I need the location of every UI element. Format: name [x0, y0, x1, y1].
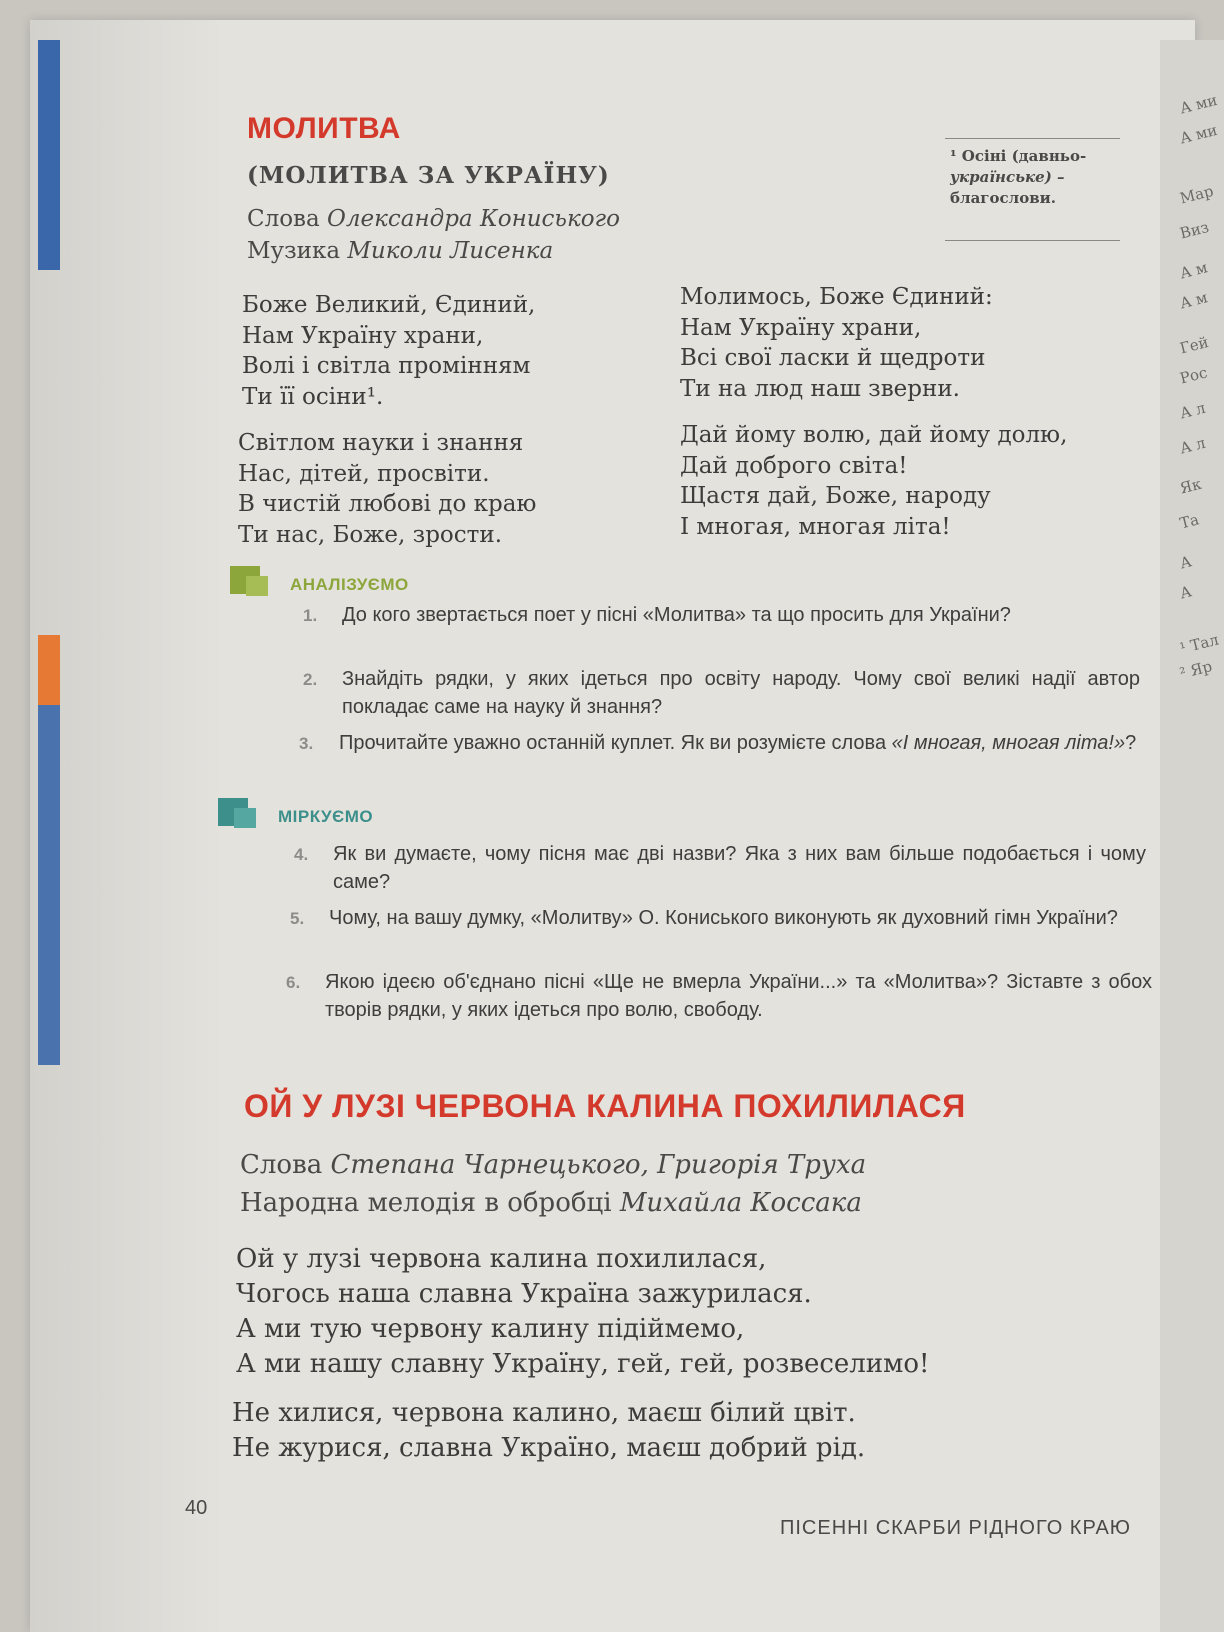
question-text	[339, 729, 1141, 757]
next-page-fragment: А м	[1178, 258, 1210, 283]
next-page-fragment: А ми	[1178, 120, 1220, 148]
stanza	[242, 290, 535, 412]
next-page-fragment: Та	[1178, 510, 1201, 533]
question-text: Якою ідеєю об'єднано пісні «Ще не вмерла України...» та «Молитва»? Зіставте з обох творів рядки, у яких ідеться про волю, свободу.	[325, 971, 1152, 1021]
page-number: 40	[185, 1497, 208, 1519]
verse-line: А ми нашу славну Україну, гей, гей, розвеселимо!	[236, 1349, 930, 1379]
question-number: 5.	[290, 909, 305, 928]
next-page-fragment: Як	[1178, 474, 1204, 498]
verse-line: Ти нас, Боже, зрости.	[238, 521, 503, 548]
verse-line: Дай доброго світа!	[680, 452, 908, 479]
verse-line: В чистій любові до краю	[238, 491, 537, 517]
footnote-rule-top	[945, 138, 1120, 139]
credit-author: Олександра Кониського	[327, 206, 621, 232]
next-page-edge	[1160, 40, 1224, 1632]
question-text: Знайдіть рядки, у яких ідеться про освіту народу. Чому свої великі надії автор покладає саме на науку й знання?	[342, 668, 1140, 718]
footnote	[950, 146, 1086, 209]
song1-words-credit	[247, 206, 620, 232]
verse-line: Світлом науки і знання	[238, 430, 524, 456]
edge-stripe-orange	[38, 635, 60, 705]
running-title: ПІСЕННІ СКАРБИ РІДНОГО КРАЮ	[780, 1517, 1132, 1539]
edge-stripe-blue-top	[38, 40, 60, 270]
stanza	[232, 1396, 865, 1466]
verse-line: Ти на люд наш зверни.	[680, 375, 960, 402]
verse-line: Нам Україну храни,	[680, 314, 922, 341]
next-page-fragment: А м	[1178, 288, 1210, 313]
question-number: 2.	[303, 670, 318, 689]
book-page	[30, 20, 1195, 1632]
next-page-fragment: Гей	[1178, 333, 1211, 358]
footnote-line: ¹ Осіні (давньо-	[950, 147, 1087, 165]
stanza	[680, 420, 1067, 542]
credit-prefix: Народна мелодія в обробці	[240, 1188, 612, 1218]
credit-prefix: Слова	[247, 206, 320, 232]
verse-line: Ти її осіни¹.	[242, 383, 384, 410]
song2-words-credit	[240, 1150, 866, 1180]
question-text: Чому, на вашу думку, «Молитву» О. Кониського виконують як духовний гімн України?	[329, 907, 1118, 929]
question-tail: ?	[1125, 732, 1137, 754]
song2-title: ОЙ У ЛУЗІ ЧЕРВОНА КАЛИНА ПОХИЛИЛАСЯ	[244, 1088, 966, 1124]
next-page-fragment: ¹ Тал	[1178, 630, 1221, 658]
question-text: До кого звертається поет у пісні «Молитва» та що просить для України?	[342, 604, 1011, 626]
question-text: Як ви думаєте, чому пісня має дві назви? Яка з них вам більше подобається і чому саме?	[333, 843, 1146, 893]
reflect-square-icon-inner	[234, 808, 256, 828]
stanza	[238, 428, 536, 550]
stanza	[236, 1242, 929, 1382]
next-page-fragment: ² Яр	[1178, 657, 1214, 683]
verse-line: Нам Україну храни,	[242, 322, 484, 349]
footnote-rule-bottom	[945, 240, 1120, 241]
edge-stripe-blue-bottom	[38, 705, 60, 1065]
stanza	[680, 282, 993, 404]
verse-line: Волі і світла промінням	[242, 353, 531, 379]
verse-line: Не хилися, червона калино, маєш білий цвіт.	[232, 1398, 856, 1428]
verse-line: Всі свої ласки й щедроти	[680, 345, 986, 371]
credit-prefix: Музика	[247, 238, 341, 264]
next-page-fragment: Мар	[1178, 181, 1216, 208]
question-number: 1.	[303, 606, 318, 625]
verse-line: Боже Великий, Єдиний,	[242, 292, 536, 318]
next-page-fragment: Виз	[1178, 217, 1211, 243]
reflect-heading: МІРКУЄМО	[278, 807, 374, 826]
verse-line: Нас, дітей, просвіти.	[238, 460, 490, 487]
next-page-fragment: А л	[1178, 433, 1208, 458]
question-number: 6.	[286, 973, 301, 992]
next-page-fragment: А	[1178, 552, 1194, 573]
next-page-fragment: Рос	[1178, 363, 1210, 388]
verse-line: Молимось, Боже Єдиний:	[680, 284, 993, 310]
song1-title: МОЛИТВА	[247, 112, 401, 145]
credit-prefix: Слова	[240, 1150, 323, 1180]
verse-line: І многая, многая літа!	[680, 513, 951, 540]
song1-music-credit	[247, 238, 553, 264]
song2-music-credit	[240, 1188, 862, 1218]
verse-line: Не журися, славна Україно, маєш добрий рід.	[232, 1433, 866, 1463]
credit-author: Миколи Лисенка	[347, 238, 554, 264]
question-quote: «І многая, многая літа!»	[891, 732, 1126, 754]
verse-line: Щастя дай, Боже, народу	[680, 483, 991, 509]
question-number: 3.	[299, 734, 314, 753]
next-page-fragment: А л	[1178, 398, 1208, 423]
footnote-line: благослови.	[950, 189, 1056, 207]
verse-line: Ой у лузі червона калина похилилася,	[236, 1244, 767, 1274]
question-number: 4.	[294, 845, 309, 864]
analyze-heading: АНАЛІЗУЄМО	[290, 575, 409, 594]
footnote-line: українське) –	[950, 168, 1065, 186]
verse-line: Дай йому волю, дай йому долю,	[680, 422, 1068, 448]
verse-line: А ми тую червону калину підіймемо,	[236, 1314, 745, 1344]
verse-line: Чогось наша славна Україна зажурилася.	[236, 1279, 812, 1309]
question-body: Прочитайте уважно останній куплет. Як ви розумієте слова	[339, 732, 887, 754]
song1-subtitle: (МОЛИТВА ЗА УКРАЇНУ)	[247, 162, 610, 189]
credit-author: Степана Чарнецького, Григорія Труха	[330, 1150, 867, 1180]
next-page-fragment: А	[1178, 582, 1194, 603]
credit-author: Михайла Коссака	[619, 1188, 862, 1218]
next-page-fragment: А ми	[1178, 90, 1220, 118]
analyze-square-icon-inner	[246, 576, 268, 596]
